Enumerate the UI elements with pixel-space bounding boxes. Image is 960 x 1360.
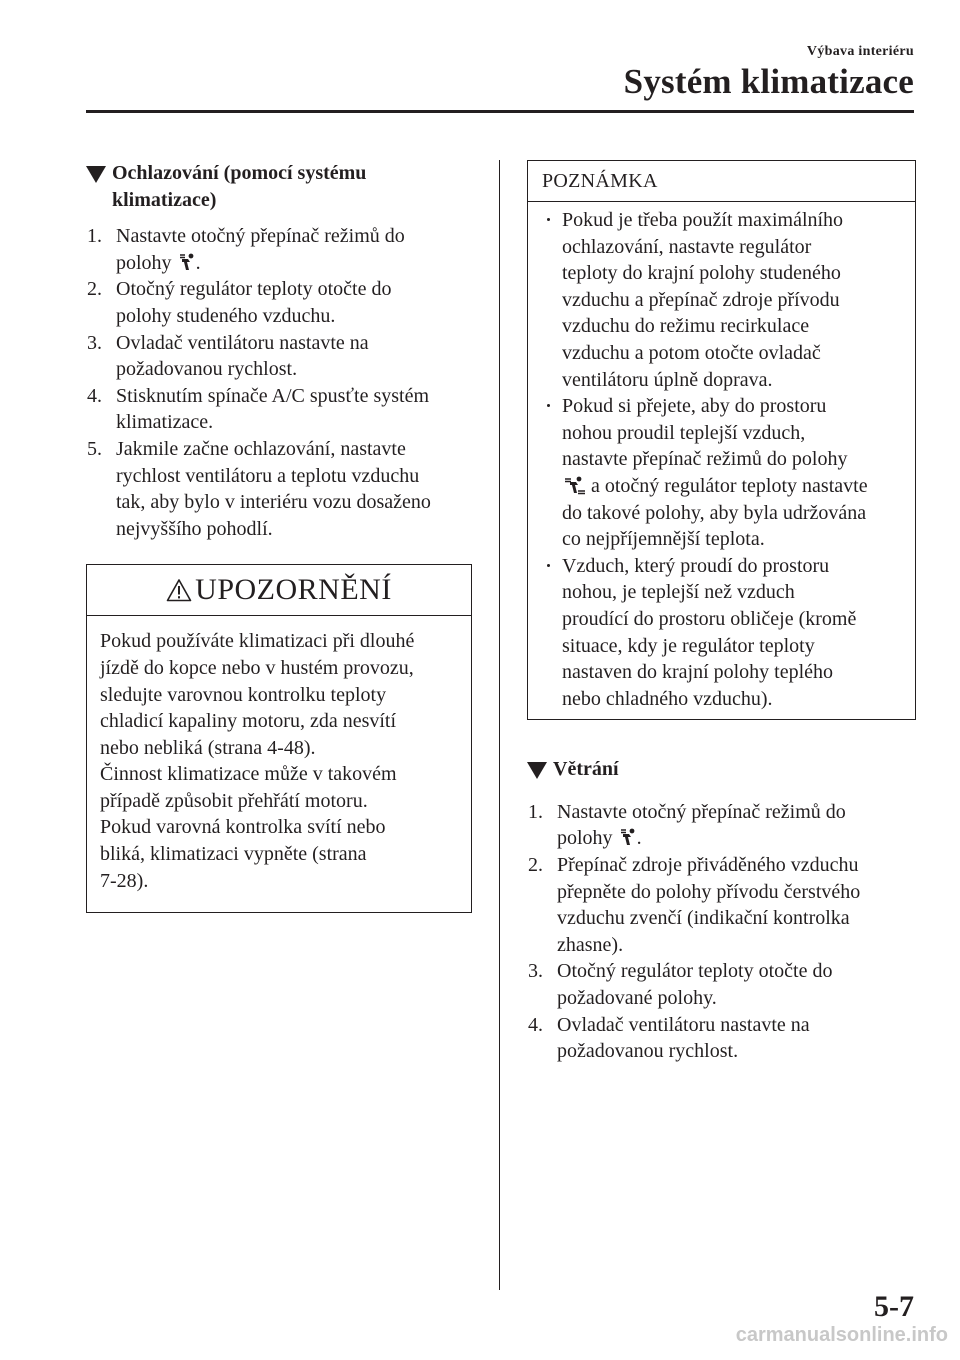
note-text: vzduchu a potom otočte ovladač bbox=[562, 341, 821, 364]
bullet-dot bbox=[547, 218, 550, 221]
header-rule bbox=[86, 110, 914, 113]
note-text: proudící do prostoru obličeje (kromě bbox=[562, 607, 857, 630]
header-subsection: Výbava interiéru bbox=[806, 44, 914, 59]
note-item bbox=[541, 393, 905, 553]
cooling-steps bbox=[86, 223, 472, 542]
step-text: polohy bbox=[116, 251, 172, 274]
step-text: tak, aby bylo v interiéru vozu dosaženo bbox=[116, 491, 431, 514]
step-text: požadované polohy. bbox=[557, 987, 717, 1010]
step-text: Ovladač ventilátoru nastavte na bbox=[116, 331, 369, 354]
list-item bbox=[86, 223, 472, 276]
note-body bbox=[528, 202, 915, 719]
note-box bbox=[527, 160, 916, 720]
step-text: požadovanou rychlost. bbox=[557, 1040, 739, 1063]
list-item bbox=[527, 1012, 916, 1065]
list-item bbox=[527, 799, 916, 852]
caution-text: bliká, klimatizaci vypněte (strana bbox=[100, 843, 367, 866]
note-text: ventilátoru úplně doprava. bbox=[562, 368, 773, 391]
note-text: nastaven do krajní polohy teplého bbox=[562, 661, 834, 684]
step-text: zhasne). bbox=[557, 933, 624, 956]
note-text: situace, kdy je regulátor teploty bbox=[562, 634, 815, 657]
step-text-line bbox=[557, 825, 916, 852]
step-number: 2. bbox=[528, 854, 543, 877]
list-item bbox=[86, 276, 472, 329]
note-text: nohou, je teplejší než vzduch bbox=[562, 581, 795, 604]
note-text-line bbox=[562, 473, 905, 500]
left-column bbox=[86, 160, 472, 913]
step-text: Jakmile začne ochlazování, nastavte bbox=[116, 437, 406, 460]
note-text: nohou proudil teplejší vzduch, bbox=[562, 421, 806, 444]
page-title: Systém klimatizace bbox=[623, 62, 914, 101]
floor-vent-mode-icon bbox=[564, 476, 586, 495]
step-text: polohy bbox=[557, 827, 613, 850]
face-vent-mode-icon bbox=[179, 253, 196, 272]
watermark[interactable]: carmanualsonline.info bbox=[735, 1324, 948, 1346]
note-text: nebo chladného vzduchu). bbox=[562, 687, 773, 710]
note-text: a otočný regulátor teploty nastavte bbox=[591, 474, 868, 497]
caution-body bbox=[87, 616, 471, 912]
step-text: nejvyššího pohodlí. bbox=[116, 517, 273, 540]
step-number: 5. bbox=[87, 437, 102, 460]
note-text: Pokud je třeba použít maximálního bbox=[562, 209, 844, 231]
step-text: rychlost ventilátoru a teplotu vzduchu bbox=[116, 464, 420, 487]
step-text: Ovladač ventilátoru nastavte na bbox=[557, 1013, 810, 1036]
column-divider bbox=[499, 160, 500, 1290]
cooling-heading bbox=[86, 160, 472, 213]
caution-text: Pokud varovná kontrolka svítí nebo bbox=[100, 816, 386, 839]
section-triangle-icon bbox=[86, 166, 106, 183]
bullet-dot bbox=[547, 564, 550, 567]
list-item bbox=[86, 383, 472, 436]
step-text: Otočný regulátor teploty otočte do bbox=[557, 960, 833, 983]
caution-header bbox=[87, 565, 471, 616]
note-text: co nejpříjemnější teplota. bbox=[562, 528, 765, 551]
step-number: 1. bbox=[528, 800, 543, 823]
step-text: Stisknutím spínače A/C spusťte systém bbox=[116, 384, 429, 407]
warning-triangle-icon bbox=[166, 578, 192, 602]
note-text: Pokud si přejete, aby do prostoru bbox=[562, 395, 827, 418]
step-text: Nastavte otočný přepínač režimů do bbox=[116, 225, 405, 248]
note-header: POZNÁMKA bbox=[528, 161, 915, 202]
note-text: do takové polohy, aby byla udržována bbox=[562, 501, 867, 524]
list-item bbox=[527, 958, 916, 1011]
step-text-line bbox=[116, 250, 472, 277]
step-number: 4. bbox=[87, 384, 102, 407]
step-suffix: . bbox=[636, 827, 642, 850]
list-item bbox=[86, 330, 472, 383]
right-column bbox=[527, 160, 916, 1065]
note-item bbox=[541, 553, 905, 713]
caution-text: chladicí kapaliny motoru, zda nesvítí bbox=[100, 710, 397, 733]
caution-text: Činnost klimatizace může v takovém bbox=[100, 763, 397, 786]
bullet-dot bbox=[547, 404, 550, 407]
caution-text: Pokud používáte klimatizaci při dlouhé bbox=[100, 630, 415, 653]
step-number: 1. bbox=[87, 225, 102, 248]
step-text: Otočný regulátor teploty otočte do bbox=[116, 278, 392, 301]
step-number: 2. bbox=[87, 278, 102, 301]
ventilation-heading-text: Větrání bbox=[553, 758, 619, 781]
step-text: vzduchu zvenčí (indikační kontrolka bbox=[557, 907, 850, 930]
step-text: přepněte do polohy přívodu čerstvého bbox=[557, 880, 861, 903]
caution-text: 7-28). bbox=[100, 869, 149, 892]
cooling-heading-line1: Ochlazování (pomocí systému bbox=[112, 162, 367, 184]
step-text: polohy studeného vzduchu. bbox=[116, 304, 336, 327]
caution-text: případě způsobit přehřátí motoru. bbox=[100, 789, 368, 812]
note-text: vzduchu do režimu recirkulace bbox=[562, 315, 810, 338]
note-text: Vzduch, který proudí do prostoru bbox=[562, 554, 830, 577]
note-text: vzduchu a přepínač zdroje přívodu bbox=[562, 288, 840, 311]
list-item bbox=[527, 852, 916, 958]
note-text: nastavte přepínač režimů do polohy bbox=[562, 448, 848, 471]
list-item bbox=[86, 436, 472, 542]
step-number: 3. bbox=[87, 331, 102, 354]
caution-text: nebo nebliká (strana 4-48). bbox=[100, 736, 316, 759]
step-text: Nastavte otočný přepínač režimů do bbox=[557, 800, 846, 823]
note-item bbox=[541, 207, 905, 393]
caution-text: sledujte varovnou kontrolku teploty bbox=[100, 683, 387, 706]
step-number: 4. bbox=[528, 1013, 543, 1036]
section-triangle-icon bbox=[527, 762, 547, 779]
step-text: požadovanou rychlost. bbox=[116, 358, 298, 381]
step-text: klimatizace. bbox=[116, 411, 214, 434]
ventilation-steps bbox=[527, 799, 916, 1065]
cooling-heading-line2: klimatizace) bbox=[112, 188, 217, 211]
page-number: 5-7 bbox=[874, 1290, 914, 1323]
caution-box bbox=[86, 564, 472, 913]
step-text: Přepínač zdroje přiváděného vzduchu bbox=[557, 854, 859, 877]
caution-title: UPOZORNĚNÍ bbox=[195, 573, 392, 607]
note-text: ochlazování, nastavte regulátor bbox=[562, 235, 812, 258]
caution-text: jízdě do kopce nebo v hustém provozu, bbox=[100, 656, 414, 679]
face-vent-mode-icon bbox=[620, 828, 637, 847]
note-text: teploty do krajní polohy studeného bbox=[562, 262, 841, 285]
step-number: 3. bbox=[528, 960, 543, 983]
ventilation-heading bbox=[527, 756, 916, 783]
step-suffix: . bbox=[195, 251, 201, 274]
